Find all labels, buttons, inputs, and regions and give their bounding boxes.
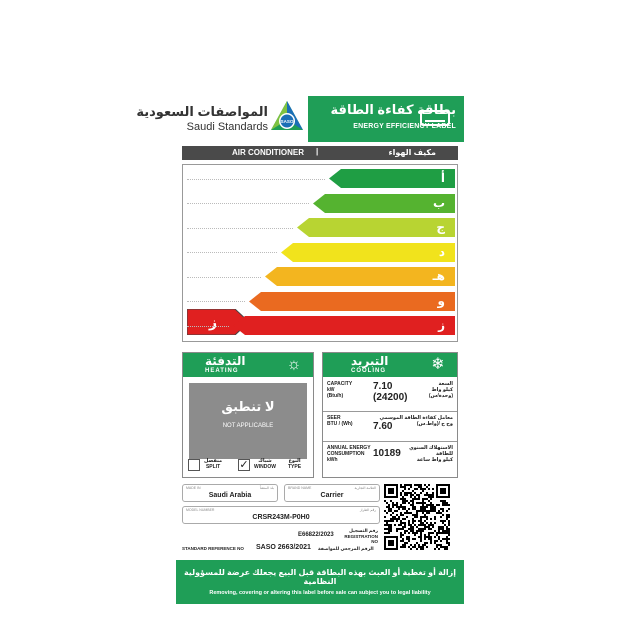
label-title-banner: [308, 96, 464, 142]
capacity-btu: (24200): [373, 392, 408, 403]
scale-bar-letter: ز: [438, 318, 445, 332]
scale-bar-letter: ب: [432, 195, 445, 210]
scale-bar-letter: أ: [440, 171, 445, 185]
seer-label-ar: معامل كفاءة الطاقة الموسمي وح ح /(واط.س): [379, 415, 453, 427]
cooling-title: [323, 353, 457, 377]
scale-bar-letter: ج: [436, 220, 445, 234]
scale-bar-letter: و: [437, 293, 445, 308]
scale-leader-line: [187, 301, 245, 302]
heating-title: [183, 353, 313, 377]
capacity-label-en: CAPACITY kW (Btu/h): [327, 381, 353, 399]
product-name-en: AIR CONDITIONER: [232, 148, 304, 157]
standard-ref-label-ar: الرقم المرجعي للمواصفة: [318, 546, 374, 551]
scale-bar-letter: هـ: [432, 269, 445, 283]
product-separator: |: [316, 147, 319, 156]
heating-title-en: HEATING: [205, 368, 239, 374]
model-box: MODEL NUMBER رقم الطراز CRSR243M-P0H0: [182, 506, 380, 524]
scale-leader-line: [187, 179, 325, 180]
energy-scale: [182, 164, 458, 342]
seer-value: 7.60: [373, 421, 393, 432]
not-applicable-en: NOT APPLICABLE: [222, 423, 274, 429]
scale-bar-2: [313, 194, 455, 213]
seer-row: [327, 415, 453, 437]
brand-value: Carrier: [320, 492, 344, 499]
saso-logo-icon: [270, 100, 304, 134]
window-checkbox: ✓: [239, 459, 249, 471]
registration-label: رقم التسجيل REGISTRATION NO: [344, 528, 378, 544]
scale-leader-line: [187, 277, 261, 278]
not-applicable-box: [189, 383, 307, 459]
scale-bar-6: [249, 292, 455, 311]
scale-bar-3: [297, 218, 455, 237]
annual-label-en: ANNUAL ENERGY CONSUMPTION kWh: [327, 445, 371, 463]
split-checkbox: [188, 459, 200, 471]
annual-energy-row: [327, 445, 453, 467]
origin-box: MADE IN بلد المنشأ Saudi Arabia: [182, 484, 278, 502]
legal-warning: [176, 560, 464, 604]
scale-bar-5: [265, 267, 455, 286]
scale-leader-line: [187, 252, 277, 253]
type-row: [182, 456, 314, 478]
legal-warning-ar: إزالة أو تغطية أو العبث بهذه البطاقة قبل البيع يجعلك عرضة للمسؤولية النظامية: [183, 568, 457, 586]
origin-value: Saudi Arabia: [208, 492, 252, 499]
annual-label-ar: الاستهلاك السنوي للطاقة كيلو واط ساعة: [409, 445, 453, 463]
standard-ref-label-en: STANDARD REFERENCE NO: [182, 546, 244, 551]
registration-value: E66822/2023: [298, 532, 334, 538]
capacity-kw: 7.10: [373, 381, 393, 392]
saso-name-ar: المواصفات السعودية: [136, 104, 268, 119]
model-value: CRSR243M-P0H0: [252, 514, 310, 521]
label-title-ar: بطاقة كفاءة الطاقة: [330, 102, 456, 117]
divider: [323, 441, 457, 442]
type-label: النوع TYPE: [288, 458, 302, 470]
saso-logo-text: SASO: [280, 119, 294, 124]
scale-bar-7: [233, 316, 455, 335]
product-name-ar: مكيف الهواء: [388, 148, 436, 157]
cooling-panel: [322, 352, 458, 478]
scale-bar-4: [281, 243, 455, 262]
rating-indicator-letter: ز: [209, 314, 218, 330]
scale-leader-line: [187, 326, 229, 327]
product-bar: [182, 146, 458, 160]
cooling-title-ar: التبريد: [351, 354, 389, 368]
scale-bar-letter: د: [438, 244, 445, 259]
legal-warning-en: Removing, covering or altering this label before sale can subject you to legal liability: [209, 590, 431, 596]
scale-bar-1: [329, 169, 455, 188]
split-label: منفصل SPLIT: [204, 458, 223, 470]
seer-label-en: SEER BTU / (Wh): [327, 415, 353, 427]
scale-leader-line: [187, 228, 293, 229]
window-label: شباك WINDOW: [254, 458, 276, 470]
qr-code-icon: [384, 484, 450, 550]
heating-title-ar: التدفئة: [205, 354, 246, 368]
snowflake-icon: ❄: [431, 356, 445, 373]
sun-icon: ☼: [286, 356, 302, 373]
capacity-row: [327, 381, 453, 409]
standard-ref-value: SASO 2663/2021: [256, 544, 311, 551]
label-title-en: ENERGY EFFICIENCY LABEL: [353, 123, 456, 130]
cooling-title-en: COOLING: [351, 368, 386, 374]
not-applicable-ar: لا تنطبق: [221, 399, 275, 414]
saso-name-en: Saudi Standards: [186, 121, 268, 133]
annual-value: 10189: [373, 448, 401, 459]
capacity-label-ar: السعة كيلو واط (وحدة/س): [428, 381, 453, 399]
saso-brand: [136, 96, 268, 142]
divider: [323, 411, 457, 412]
brand-box: BRAND NAME العلامة التجارية Carrier: [284, 484, 380, 502]
scale-leader-line: [187, 203, 309, 204]
energy-label: [136, 96, 464, 604]
